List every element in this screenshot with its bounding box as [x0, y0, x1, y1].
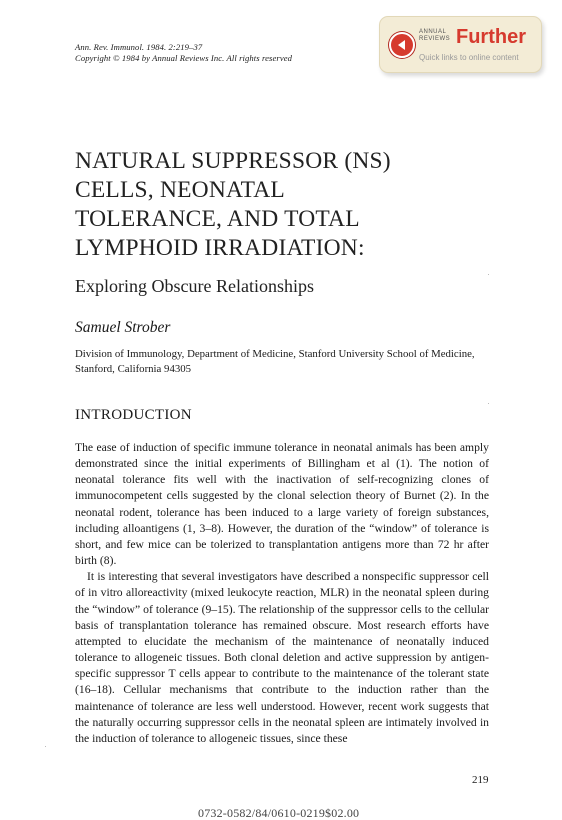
- title-line: NATURAL SUPPRESSOR (NS): [75, 148, 391, 174]
- article-title: [75, 147, 515, 263]
- annual-reviews-further-badge[interactable]: [379, 16, 542, 73]
- brand-line-annual: ANNUAL: [419, 29, 447, 35]
- body-paragraph: The ease of induction of specific immune tolerance in neonatal animals has been amply demonstrated since the initial experiments of Billingham et al (1). The notion of neonatal tolerance fits well with the inactivation of self-recognizing clones of immunocompetent cells suggested by the clonal selection theory of Burnet (2). In the neonatal rodent, tolerance has been induced to a large variety of foreign substances, including alloantigens (1, 3–8). However, the duration of the “window” of tolerance is short, and few mice can be tolerized to transplantation antigens more than 72 hr after birth (8).: [75, 441, 489, 568]
- title-line: CELLS, NEONATAL: [75, 177, 285, 203]
- section-heading: INTRODUCTION: [75, 407, 192, 423]
- brand-line-reviews: REVIEWS: [419, 35, 451, 42]
- scan-speck: [45, 746, 46, 747]
- annual-reviews-logo: [419, 29, 451, 42]
- footer-code: 0732-0582/84/0610-0219$02.00: [198, 806, 360, 820]
- page-number: 219: [472, 774, 489, 786]
- copyright-line: Copyright © 1984 by Annual Reviews Inc. All rights reserved: [75, 53, 293, 63]
- journal-citation-line: Ann. Rev. Immunol. 1984. 2:219–37: [75, 42, 203, 52]
- further-subtitle: Quick links to online content: [419, 53, 519, 62]
- further-title: Further: [456, 26, 526, 48]
- article-subtitle: Exploring Obscure Relationships: [75, 276, 314, 296]
- article-body: [75, 440, 489, 747]
- title-line: LYMPHOID IRRADIATION:: [75, 235, 365, 261]
- scan-speck: [488, 403, 489, 404]
- scan-speck: [488, 274, 489, 275]
- author-affiliation: Division of Immunology, Department of Medicine, Stanford University School of Medicine, Stanford, California 94305: [75, 348, 475, 375]
- author-name: Samuel Strober: [75, 319, 171, 336]
- body-paragraph: It is interesting that several investigators have described a nonspecific suppressor cell of in vitro alloreactivity (mixed leukocyte reaction, MLR) in the neonatal spleen during the “window” of tolerance (9–15). The relationship of the suppressor cells to the cellular basis of transplantation tolerance has remained obscure. Most research efforts have attempted to elucidate the mechanism of the maintenance of neonatally induced tolerance to allogeneic tissues. Both clonal deletion and active suppression by antigen-specific suppressor T cells appear to contribute to the maintenance of the tolerant state (16–18). Cellular mechanisms that contribute to the induction rather than the maintenance of tolerance are less well understood. However, recent work suggests that the naturally occurring suppressor cells in the neonatal spleen are intimately involved in the induction of tolerance to allogeneic tissues, since these: [75, 570, 489, 745]
- journal-citation: [75, 42, 292, 64]
- title-line: TOLERANCE, AND TOTAL: [75, 206, 360, 232]
- play-back-icon: [389, 32, 415, 58]
